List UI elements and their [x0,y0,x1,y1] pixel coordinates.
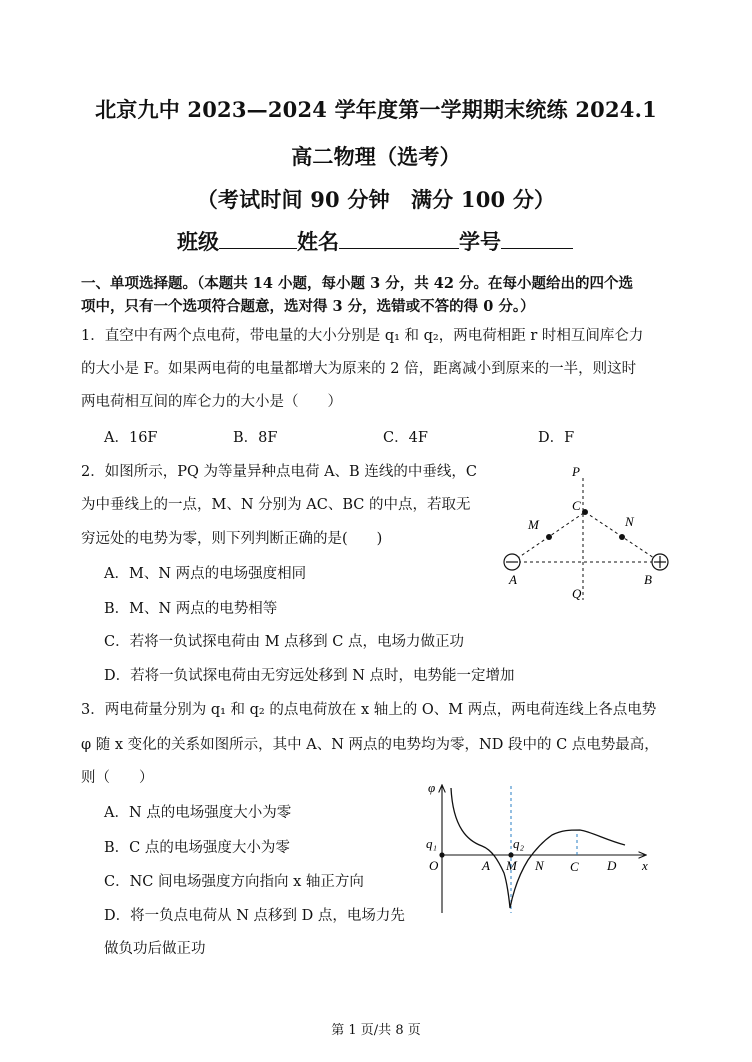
exam-info: （考试时间 90 分钟 满分 100 分） [196,187,556,212]
point-c [582,509,588,515]
charge-q1-point [439,852,444,857]
q3-option-c[interactable]: C．NC 间电场强度方向指向 x 轴正方向 [104,874,364,890]
q3-option-d-continued: 做负功后做正功 [104,941,206,957]
section-heading-line1: 一、单项选择题。（本题共 14 小题，每小题 3 分，共 42 分。在每小题给出的四个选 [81,275,633,292]
name-label: 姓名 [297,229,339,254]
class-blank[interactable] [219,228,297,249]
q1-line1: 1．直空中有两个点电荷，带电量的大小分别是 q₁ 和 q₂，两电荷相距 r 时相互间库仑力 [81,328,644,344]
label-n: N [535,858,544,873]
label-b: B [644,572,652,587]
label-q2: q₂ [513,836,525,851]
q3-option-b[interactable]: B．C 点的电场强度大小为零 [104,840,290,856]
q3-line2: φ 随 x 变化的关系如图所示，其中 A、N 两点的电势均为零，ND 段中的 C 点电势最高， [81,737,659,753]
page-number: 第 1 页/共 8 页 [331,1023,421,1038]
student-info-line [177,226,573,256]
label-o: O [429,858,439,873]
q1-option-d[interactable]: D．F [538,430,575,446]
q2-charge-figure [495,460,680,610]
label-m: M [506,858,517,873]
point-n [619,534,625,540]
q2-option-a[interactable]: A．M、N 两点的电场强度相同 [104,566,307,582]
label-p: P [572,464,580,479]
q3-potential-graph [420,778,660,920]
class-label: 班级 [177,229,219,254]
q1-option-b[interactable]: B．8F [233,430,278,446]
label-q: Q [572,586,582,601]
label-c: C [572,498,581,513]
label-q1: q₁ [426,836,438,851]
label-c: C [570,859,579,874]
q3-line1: 3．两电荷量分别为 q₁ 和 q₂ 的点电荷放在 x 轴上的 O、M 两点，两电荷连线上各点电势 [81,702,657,718]
q1-option-a[interactable]: A．16F [104,430,158,446]
label-phi: φ [428,780,436,795]
name-blank[interactable] [339,228,459,249]
q2-option-d[interactable]: D．若将一负试探电荷由无穷远处移到 N 点时，电势能一定增加 [104,668,515,684]
q1-line3: 两电荷相互间的库仑力的大小是（ ） [81,394,342,410]
subject-title: 高二物理（选考） [291,144,461,169]
label-a: A [509,572,517,587]
label-n: N [625,514,634,529]
section-heading-line2: 项中，只有一个选项符合题意，选对得 3 分，选错或不答的得 0 分。） [81,298,535,315]
label-d: D [607,858,617,873]
q1-line2: 的大小是 F。如果两电荷的电量都增大为原来的 2 倍，距离减小到原来的一半，则这时 [81,361,637,377]
q2-option-b[interactable]: B．M、N 两点的电势相等 [104,601,278,617]
q2-option-c[interactable]: C．若将一负试探电荷由 M 点移到 C 点，电场力做正功 [104,634,464,650]
id-blank[interactable] [501,228,573,249]
q3-option-d[interactable]: D．将一负点电荷从 N 点移到 D 点，电场力先 [104,908,405,924]
q3-line3: 则（ ） [81,770,154,786]
potential-curve [451,788,625,908]
exam-title: 北京九中 2023—2024 学年度第一学期期末统练 2024.1 [95,97,657,122]
label-x: x [642,858,648,873]
q2-line3: 穷远处的电势为零，则下列判断正确的是( ) [81,531,383,547]
label-m: M [528,517,539,532]
q2-line2: 为中垂线上的一点，M、N 分别为 AC、BC 的中点，若取无 [81,497,471,513]
label-a: A [482,858,490,873]
q3-option-a[interactable]: A．N 点的电场强度大小为零 [104,805,292,821]
q1-option-c[interactable]: C．4F [383,430,428,446]
q2-line1: 2．如图所示，PQ 为等量异种点电荷 A、B 连线的中垂线，C [81,464,477,480]
point-m [546,534,552,540]
id-label: 学号 [459,229,501,254]
charge-q2-point [508,852,513,857]
